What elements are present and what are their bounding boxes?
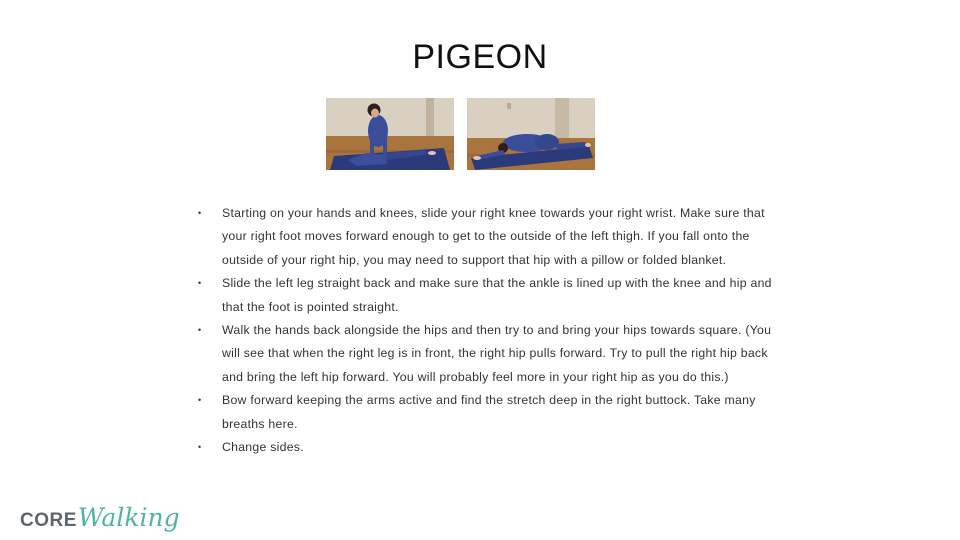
list-item [196,272,786,319]
bullet-icon: • [198,395,202,406]
pigeon-pose-forward-fold-photo [467,98,595,170]
corewalking-logo [20,503,180,533]
logo-core-text: CORE [20,510,77,531]
instruction-list [196,202,786,459]
instruction-text: Starting on your hands and knees, slide your right knee towards your right wrist. Make sure that your right foot moves forward enough to get to the outside of the left thigh. If you fall onto the outside of your right hip, you may need to support that hip with a pillow or folded blanket. [222,206,765,267]
list-item [196,319,786,389]
pigeon-pose-upright-photo [326,98,454,170]
logo-walking-text: Walking [77,503,180,532]
slide-title: PIGEON [412,38,548,76]
instruction-text: Bow forward keeping the arms active and find the stretch deep in the right buttock. Take many breaths here. [222,393,756,431]
list-item [196,202,786,272]
bullet-icon: • [198,325,202,336]
instruction-text: Change sides. [222,440,304,455]
list-item [196,389,786,436]
bullet-icon: • [198,278,202,289]
list-item [196,436,786,459]
instruction-text: Walk the hands back alongside the hips and then try to and bring your hips towards square. (You will see that when the right leg is in front, the right hip pulls forward. Try to pull the right hip back and bring the left hip forward. You will probably feel more in your right hip as you do this.) [222,323,772,384]
bullet-icon: • [198,208,202,218]
bullet-icon: • [198,442,202,453]
instruction-text: Slide the left leg straight back and make sure that the ankle is lined up with the knee and hip and that the foot is pointed straight. [222,276,772,314]
